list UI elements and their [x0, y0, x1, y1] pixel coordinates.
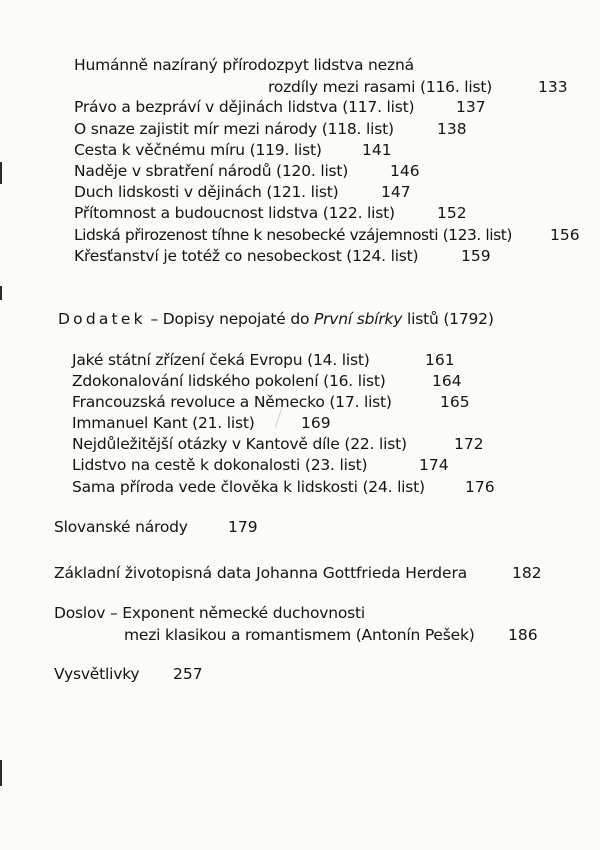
- toc-entry-title: Nejdůležitější otázky v Kantově díle (22. list): [72, 435, 407, 453]
- toc-entry-page: 165: [440, 393, 470, 411]
- dodatek-italic-text: První sbírky: [313, 310, 403, 328]
- toc-entry-title: Naděje v sbratření národů (120. list): [74, 162, 349, 180]
- toc-entry-page: 161: [425, 351, 455, 369]
- scan-edge-mark: [0, 760, 2, 786]
- toc-entry-title: Křesťanství je totéž co nesobeckost (124. list): [74, 247, 419, 265]
- toc-entry-title-cont: mezi klasikou a romantismem (Antonín Pešek): [124, 626, 475, 644]
- toc-entry-title: Francouzská revoluce a Německo (17. list): [72, 393, 392, 411]
- toc-entry-page: 152: [437, 204, 467, 222]
- toc-entry-title: O snaze zajistit mír mezi národy (118. list): [74, 120, 394, 138]
- toc-entry-page: 138: [437, 120, 467, 138]
- toc-entry-title: Jaké státní zřízení čeká Evropu (14. list): [72, 351, 370, 369]
- toc-entry-title: Zdokonalování lidského pokolení (16. list): [72, 372, 386, 390]
- scan-edge-mark: [0, 286, 2, 300]
- toc-entry-page: 172: [454, 435, 484, 453]
- dodatek-word: Dodatek: [58, 310, 146, 328]
- toc-entry-page: 182: [512, 564, 542, 582]
- toc-entry-title: Doslov – Exponent německé duchovnosti: [54, 604, 365, 622]
- toc-entry-page: 133: [538, 78, 568, 96]
- toc-entry-page: 159: [461, 247, 491, 265]
- toc-entry-title: Právo a bezpráví v dějinách lidstva (117. list): [74, 98, 415, 116]
- toc-entry-title: Lidstvo na cestě k dokonalosti (23. list): [72, 456, 368, 474]
- toc-entry-title: Sama příroda vede člověka k lidskosti (24. list): [72, 478, 425, 496]
- toc-entry-title: Duch lidskosti v dějinách (121. list): [74, 183, 339, 201]
- toc-entry-page: 176: [465, 478, 495, 496]
- toc-entry-page: 257: [173, 665, 203, 683]
- toc-entry-title-cont: rozdíly mezi rasami (116. list): [268, 78, 493, 96]
- toc-entry-page: 179: [228, 518, 258, 536]
- toc-entry-title: Slovanské národy: [54, 518, 188, 536]
- toc-entry-page: 156: [550, 226, 580, 244]
- toc-entry-page: 186: [508, 626, 538, 644]
- section-heading-dodatek: [58, 309, 494, 329]
- toc-entry-title: Immanuel Kant (21. list): [72, 414, 255, 432]
- toc-entry-page: 169: [301, 414, 331, 432]
- toc-entry-title: Lidská přirozenost tíhne k nesobecké vzájemnosti (123. list): [74, 226, 512, 244]
- toc-entry-title: Cesta k věčnému míru (119. list): [74, 141, 322, 159]
- toc-entry-title: Základní životopisná data Johanna Gottfrieda Herdera: [54, 564, 468, 582]
- toc-entry-page: 174: [419, 456, 449, 474]
- dodatek-tail-text: listů (1792): [402, 310, 494, 328]
- toc-entry-page: 147: [381, 183, 411, 201]
- toc-entry-title: Přítomnost a budoucnost lidstva (122. list): [74, 204, 395, 222]
- dodatek-dash-text: – Dopisy nepojaté do: [145, 310, 314, 328]
- toc-entry-page: 137: [456, 98, 486, 116]
- scan-edge-mark: [0, 162, 2, 184]
- toc-entry-page: 146: [390, 162, 420, 180]
- toc-entry-page: 164: [432, 372, 462, 390]
- toc-entry-title: Vysvětlivky: [54, 665, 140, 683]
- toc-entry-title: Humánně nazíraný přírodozpyt lidstva nezná: [74, 56, 414, 74]
- toc-entry-page: 141: [362, 141, 392, 159]
